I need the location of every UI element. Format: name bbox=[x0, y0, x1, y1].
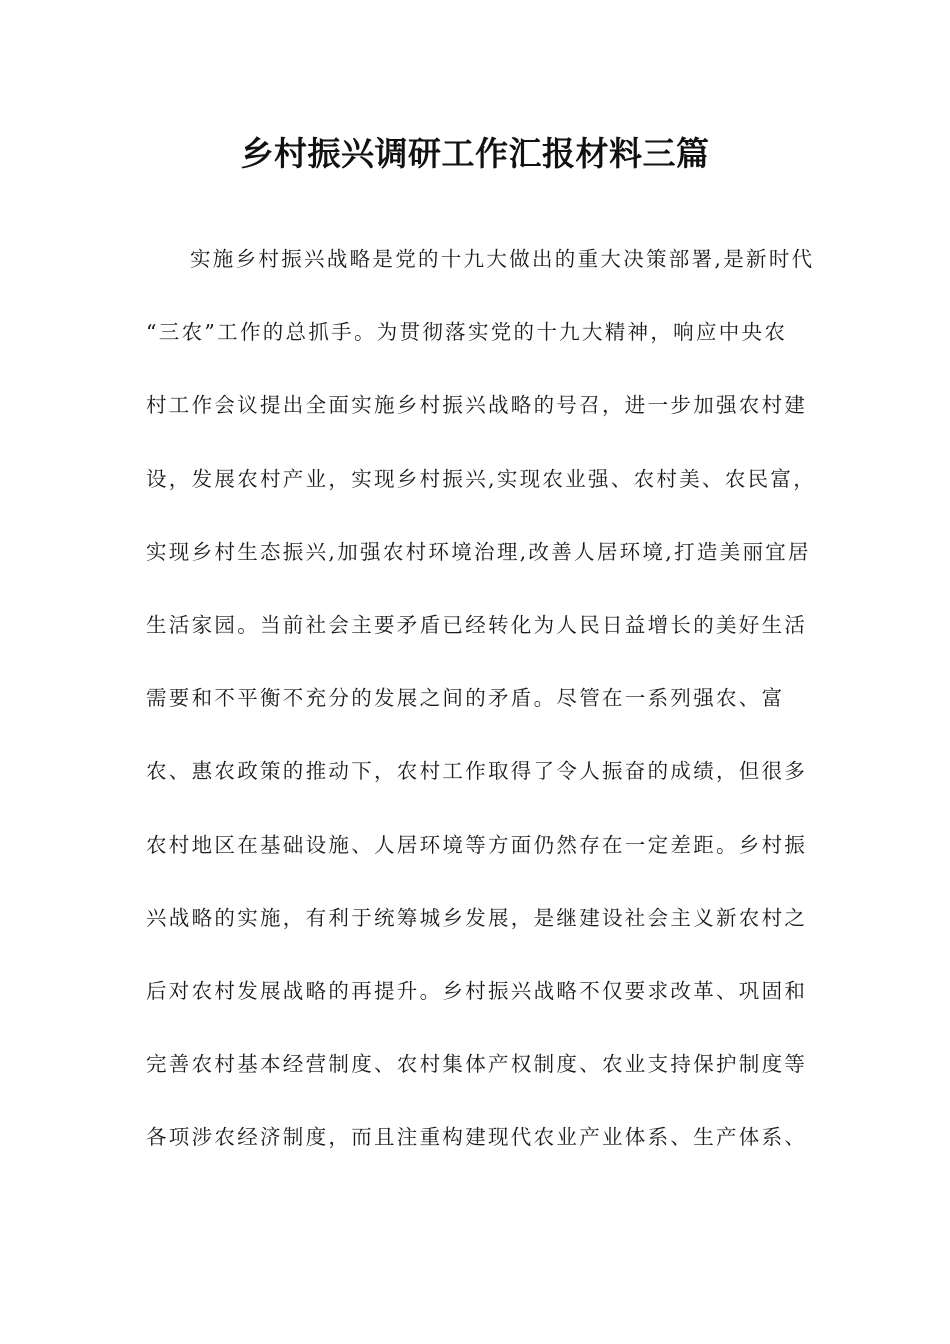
paragraph-line: 农村地区在基础设施、人居环境等方面仍然存在一定差距。乡村振 bbox=[146, 832, 808, 857]
paragraph-line: 后对农村发展战略的再提升。乡村振兴战略不仅要求改革、巩固和 bbox=[146, 978, 808, 1003]
paragraph-line: 实施乡村振兴战略是党的十九大做出的重大决策部署,是新时代 bbox=[190, 247, 815, 271]
paragraph-line: 设，发展农村产业，实现乡村振兴,实现农业强、农村美、农民富， bbox=[146, 466, 817, 491]
paragraph-line: 各项涉农经济制度，而且注重构建现代农业产业体系、生产体系、 bbox=[146, 1125, 808, 1150]
document-body bbox=[146, 238, 817, 1189]
paragraph-line: 实现乡村生态振兴,加强农村环境治理,改善人居环境,打造美丽宜居 bbox=[146, 539, 811, 564]
paragraph-line: 完善农村基本经营制度、农村集体产权制度、农业支持保护制度等 bbox=[146, 1052, 808, 1077]
paragraph-line: “三农”工作的总抓手。为贯彻落实党的十九大精神，响应中央农 bbox=[146, 320, 788, 345]
paragraph-line: 村工作会议提出全面实施乡村振兴战略的号召，进一步加强农村建 bbox=[146, 393, 808, 418]
paragraph-line: 需要和不平衡不充分的发展之间的矛盾。尽管在一系列强农、富 bbox=[146, 686, 785, 711]
paragraph-line: 农、惠农政策的推动下，农村工作取得了令人振奋的成绩，但很多 bbox=[146, 759, 808, 784]
document-title: 乡村振兴调研工作汇报材料三篇 bbox=[240, 134, 710, 173]
paragraph-line: 生活家园。当前社会主要矛盾已经转化为人民日益增长的美好生活 bbox=[146, 612, 808, 637]
paragraph-line: 兴战略的实施，有利于统筹城乡发展，是继建设社会主义新农村之 bbox=[146, 905, 808, 930]
